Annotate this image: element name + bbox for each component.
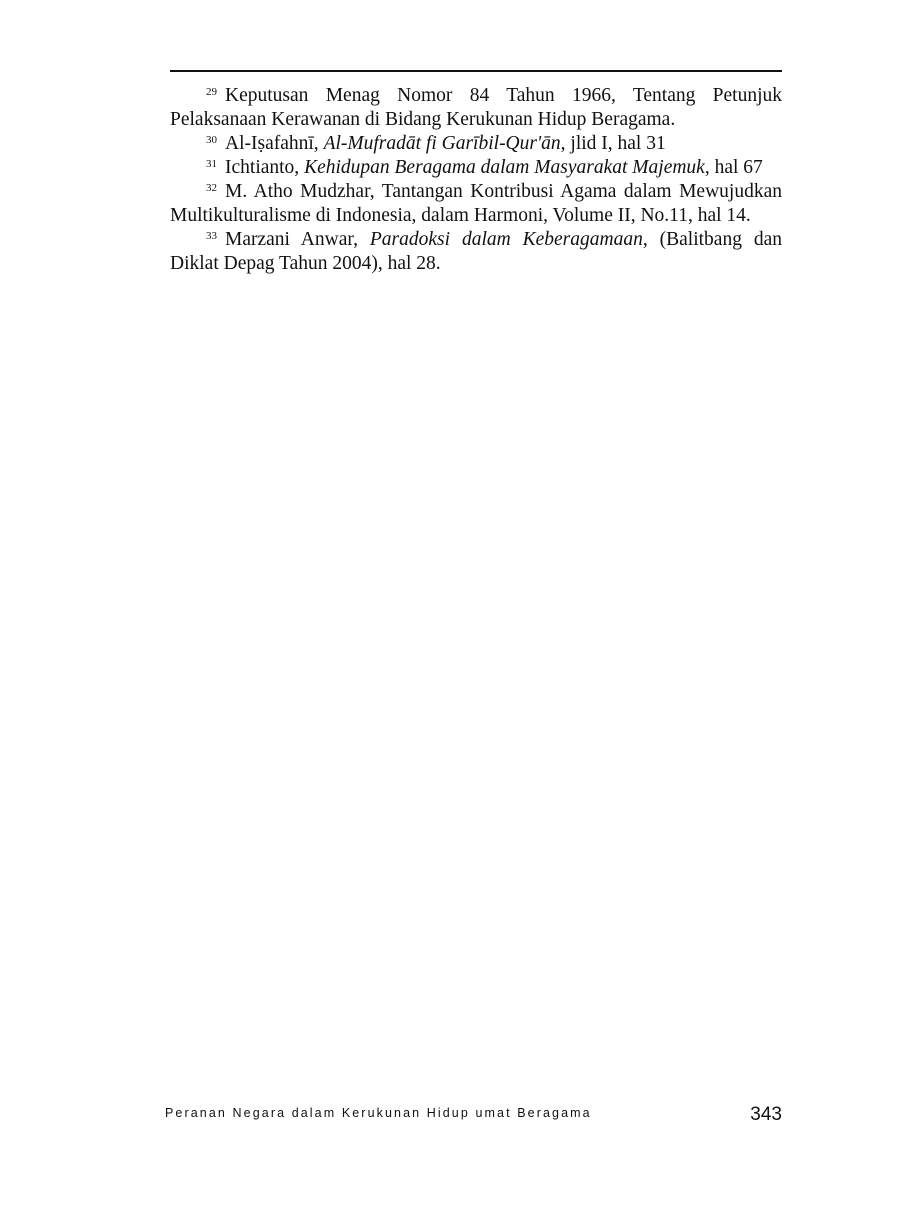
footnote-number: 29: [206, 86, 217, 98]
page-number: 343: [750, 1104, 782, 1125]
footnote-text: , (Balitbang dan Diklat Depag Tahun 2004), hal 28.: [170, 229, 783, 274]
footnote-author: Marzani Anwar,: [225, 229, 370, 250]
running-footer-title: Peranan Negara dalam Kerukunan Hidup umat Beragama: [165, 1106, 592, 1120]
footnote-29: [170, 84, 782, 132]
footnote-31: [170, 156, 782, 180]
footnote-number: 32: [206, 182, 217, 194]
footnote-book-title: Kehidupan Beragama dalam Masyarakat Majemuk: [304, 157, 705, 178]
footnote-author: Al-Iṣafahnī,: [225, 133, 324, 154]
footnote-32: [170, 180, 782, 228]
footnote-30: [170, 132, 782, 156]
footnotes-section: [170, 84, 782, 276]
footnote-number: 30: [206, 134, 217, 146]
footnote-author: Ichtianto,: [225, 157, 305, 178]
footnote-text: M. Atho Mudzhar, Tantangan Kontribusi Agama dalam Mewujudkan Multikulturalisme di Indonesia, dalam Harmoni, Volume II, No.11, hal 14.: [170, 181, 782, 226]
footnote-book-title: Al-Mufradāt fi Garībil-Qur'ān: [323, 133, 561, 154]
footnote-text: , jlid I, hal 31: [560, 133, 666, 154]
footnote-number: 33: [206, 230, 217, 242]
footnote-number: 31: [206, 158, 217, 170]
footnote-book-title: Paradoksi dalam Keberagamaan: [369, 229, 643, 250]
footnote-33: [170, 228, 782, 276]
footnote-text: Keputusan Menag Nomor 84 Tahun 1966, Tentang Petunjuk Pelaksanaan Kerawanan di Bidang Kerukunan Hidup Beragama.: [170, 85, 782, 130]
footnote-separator-rule: [170, 70, 782, 72]
footnote-text: , hal 67: [704, 157, 763, 178]
